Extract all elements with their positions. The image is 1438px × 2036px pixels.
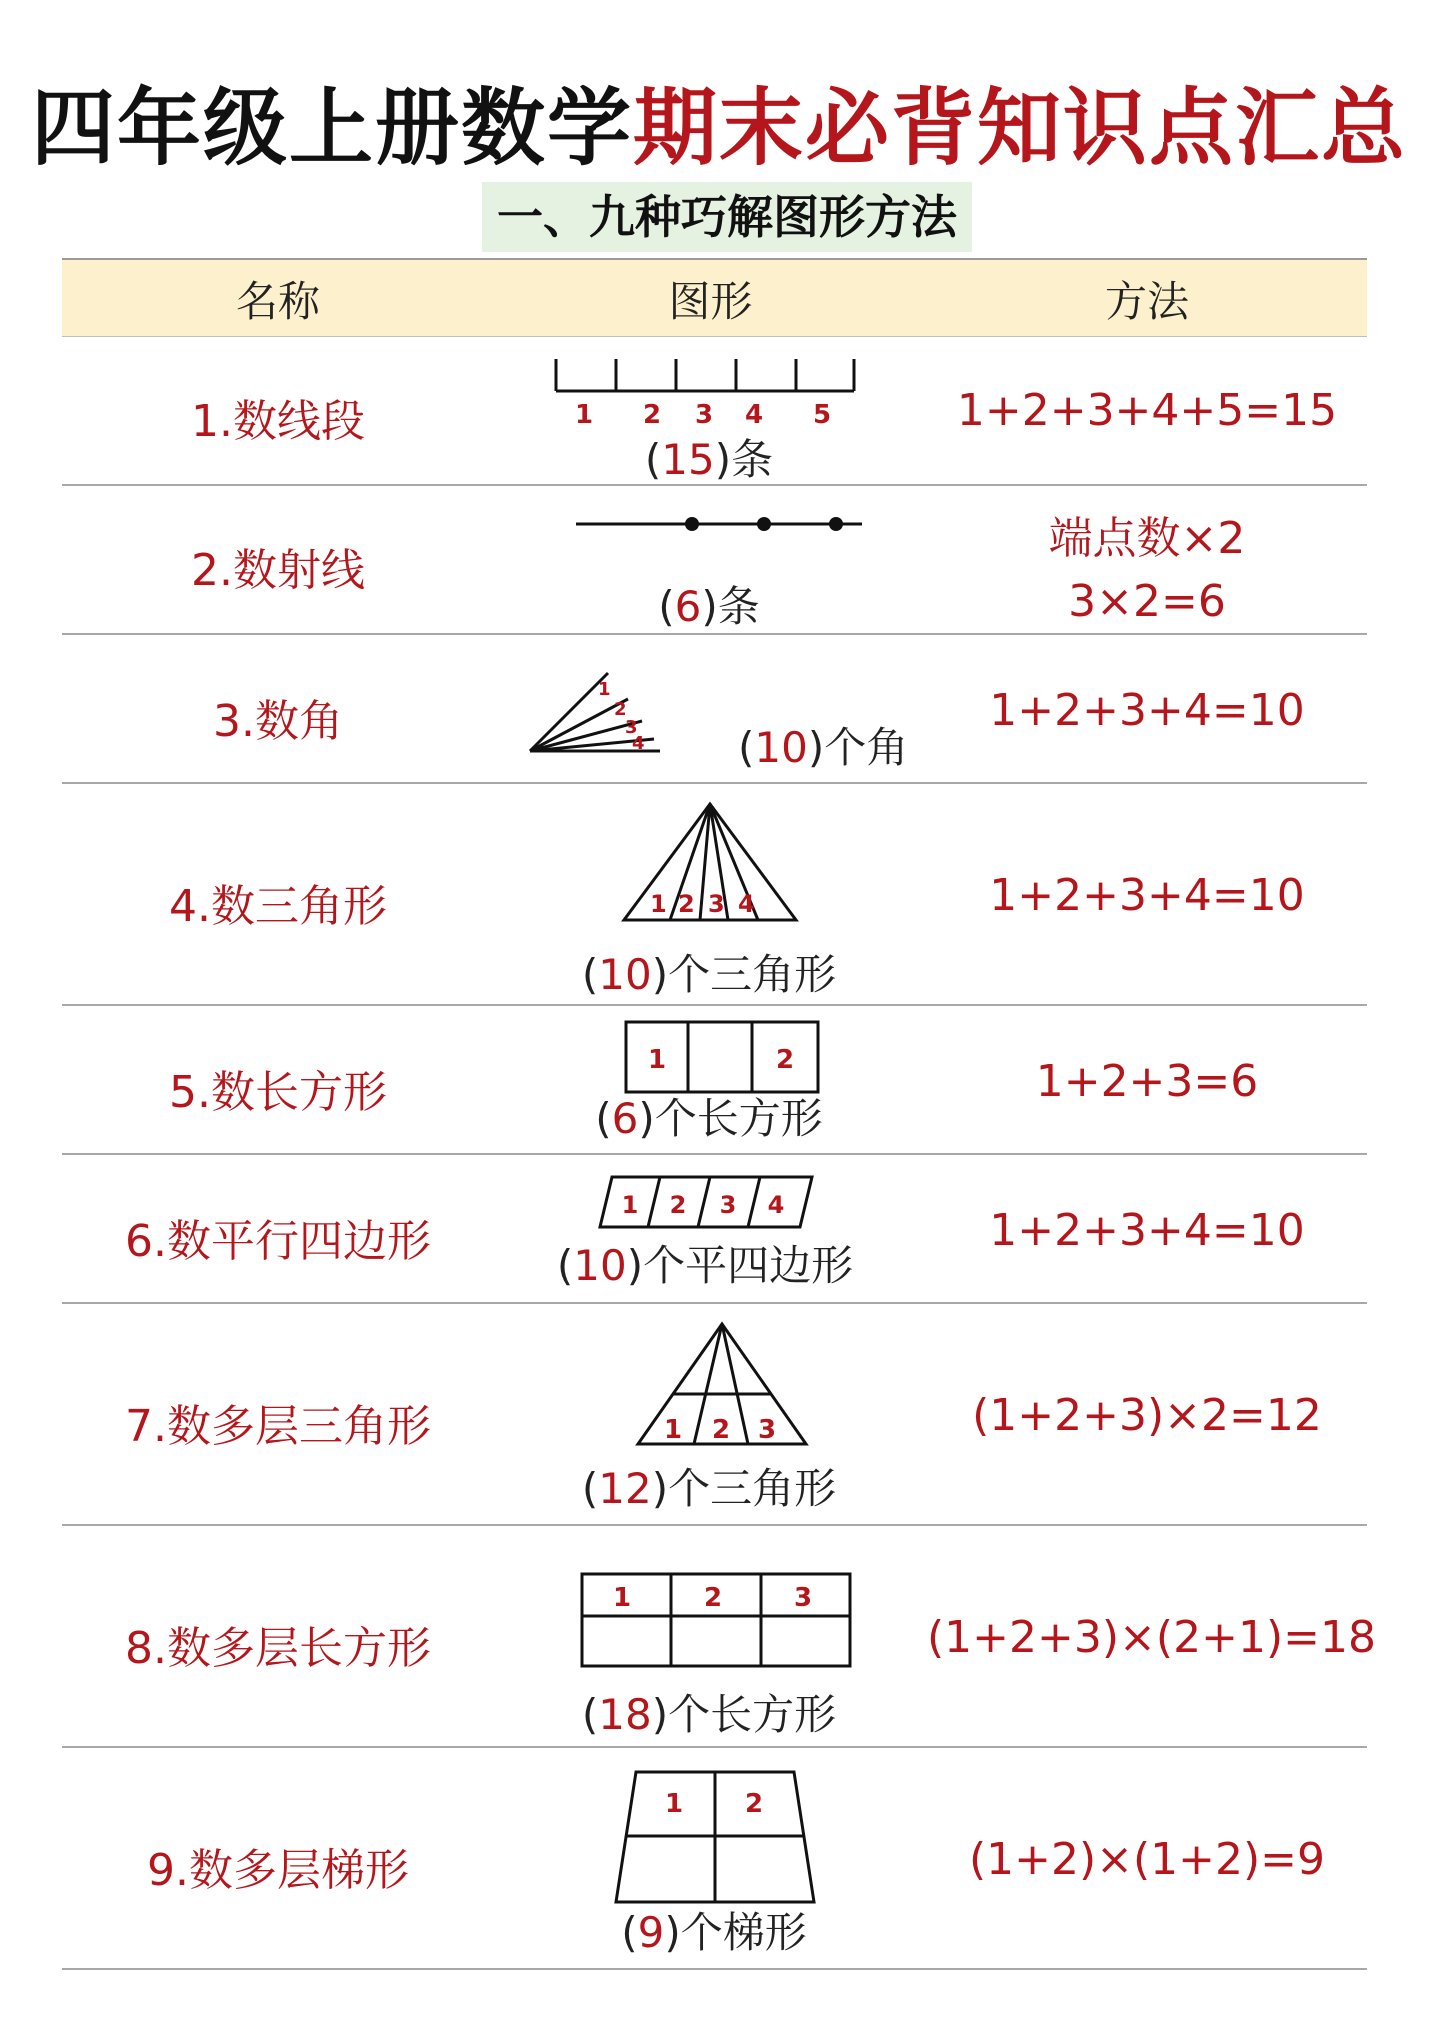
figure-caption: (9)个梯形 bbox=[621, 1908, 807, 1957]
row-method: 1+2+3+4=10 bbox=[989, 1205, 1305, 1256]
caption-unit: 个三角形 bbox=[668, 950, 837, 999]
segment-label-2: 2 bbox=[642, 400, 662, 430]
figure-caption: (10)个平四边形 bbox=[556, 1241, 854, 1290]
multi-layer-triangle-figure bbox=[634, 1320, 810, 1448]
caption-unit: 条 bbox=[731, 435, 774, 484]
row-method: 1+2+3=6 bbox=[1035, 1056, 1259, 1107]
parallelogram-figure bbox=[598, 1173, 818, 1233]
trapezoid-label-2: 2 bbox=[744, 1789, 764, 1819]
triangle-label-2: 2 bbox=[678, 890, 695, 918]
figure-caption: (6)条 bbox=[658, 582, 760, 631]
row-method: 1+2+3+4=10 bbox=[989, 870, 1305, 921]
table-row bbox=[62, 1006, 1367, 1155]
caption-unit: 条 bbox=[717, 582, 760, 631]
rectangle-label-1: 1 bbox=[647, 1045, 667, 1075]
caption-unit: 个三角形 bbox=[668, 1464, 837, 1513]
segment-label-3: 3 bbox=[694, 400, 714, 430]
row-name: 6.数平行四边形 bbox=[125, 1216, 431, 1267]
caption-count: 15 bbox=[661, 435, 715, 484]
caption-count: 9 bbox=[637, 1908, 665, 1957]
title-black: 四年级上册数学 bbox=[30, 79, 633, 177]
row-method: (1+2+3)×2=12 bbox=[972, 1390, 1322, 1441]
caption-unit: 个平四边形 bbox=[643, 1241, 854, 1290]
table-row bbox=[62, 337, 1367, 486]
table-row bbox=[62, 784, 1367, 1006]
triangle-figure bbox=[620, 800, 800, 924]
figure-caption: (15)条 bbox=[644, 435, 774, 484]
caption-count: 10 bbox=[598, 950, 652, 999]
header-name: 名称 bbox=[235, 277, 320, 326]
caption-count: 12 bbox=[598, 1464, 652, 1513]
parallelogram-label-4: 4 bbox=[767, 1191, 785, 1219]
row-method: (1+2)×(1+2)=9 bbox=[968, 1834, 1326, 1885]
angle-figure bbox=[524, 655, 684, 765]
layer-triangle-label-2: 2 bbox=[712, 1415, 731, 1445]
caption-count: 10 bbox=[573, 1241, 627, 1290]
title-red: 期末必背知识点汇总 bbox=[633, 79, 1408, 177]
rectangle-figure bbox=[624, 1020, 824, 1096]
row-name: 5.数长方形 bbox=[169, 1067, 387, 1118]
row-method: 1+2+3+4+5=15 bbox=[956, 385, 1338, 436]
grid-label-2: 2 bbox=[703, 1583, 723, 1613]
segment-label-4: 4 bbox=[744, 400, 764, 430]
line-segment-figure bbox=[554, 355, 864, 435]
figure-caption: (10)个三角形 bbox=[581, 950, 837, 999]
layer-triangle-label-1: 1 bbox=[664, 1415, 683, 1445]
rectangle-label-2: 2 bbox=[775, 1045, 795, 1075]
row-name: 2.数射线 bbox=[191, 545, 365, 596]
triangle-label-4: 4 bbox=[738, 890, 755, 918]
row-name: 9.数多层梯形 bbox=[147, 1845, 409, 1896]
methods-table bbox=[62, 258, 1376, 1970]
figure-caption: (18)个长方形 bbox=[581, 1690, 837, 1739]
parallelogram-label-2: 2 bbox=[669, 1191, 687, 1219]
row-name: 3.数角 bbox=[213, 696, 343, 747]
angle-label-1: 1 bbox=[598, 679, 611, 700]
caption-count: 6 bbox=[611, 1094, 639, 1143]
caption-unit: 个角 bbox=[824, 723, 909, 772]
caption-count: 18 bbox=[598, 1690, 652, 1739]
grid-label-1: 1 bbox=[612, 1583, 632, 1613]
table-row bbox=[62, 1155, 1367, 1304]
segment-label-1: 1 bbox=[574, 400, 594, 430]
table-header bbox=[62, 258, 1367, 337]
grid-label-3: 3 bbox=[793, 1583, 813, 1613]
row-method-formula: 端点数×2 bbox=[1048, 513, 1246, 564]
caption-count: 6 bbox=[674, 582, 702, 631]
row-method-calculation: 3×2=6 bbox=[1068, 576, 1226, 627]
caption-count: 10 bbox=[754, 723, 808, 772]
row-name: 4.数三角形 bbox=[169, 881, 387, 932]
header-figure: 图形 bbox=[668, 277, 753, 326]
figure-caption: (12)个三角形 bbox=[581, 1464, 837, 1513]
trapezoid-label-1: 1 bbox=[664, 1789, 684, 1819]
table-row bbox=[62, 1748, 1367, 1970]
caption-unit: 个梯形 bbox=[680, 1908, 807, 1957]
ray-figure bbox=[574, 504, 864, 544]
figure-caption: (10)个角 bbox=[738, 723, 909, 772]
layer-triangle-label-3: 3 bbox=[758, 1415, 777, 1445]
segment-label-5: 5 bbox=[812, 400, 832, 430]
parallelogram-label-1: 1 bbox=[621, 1191, 639, 1219]
row-name: 7.数多层三角形 bbox=[125, 1401, 431, 1452]
parallelogram-label-3: 3 bbox=[719, 1191, 737, 1219]
figure-caption: (6)个长方形 bbox=[595, 1094, 823, 1143]
table-row bbox=[62, 486, 1367, 635]
caption-unit: 个长方形 bbox=[654, 1094, 823, 1143]
section-subtitle: 一、九种巧解图形方法 bbox=[482, 182, 972, 252]
row-method: (1+2+3)×(2+1)=18 bbox=[927, 1612, 1376, 1663]
triangle-label-3: 3 bbox=[708, 890, 725, 918]
table-row bbox=[62, 635, 1367, 784]
page-title bbox=[0, 78, 1438, 178]
table-row bbox=[62, 1304, 1367, 1526]
triangle-label-1: 1 bbox=[650, 890, 667, 918]
multi-layer-trapezoid-figure bbox=[612, 1768, 818, 1906]
angle-label-4: 4 bbox=[632, 733, 645, 754]
multi-layer-rectangle-figure bbox=[580, 1572, 854, 1672]
angle-label-2: 2 bbox=[614, 699, 627, 720]
row-name: 8.数多层长方形 bbox=[125, 1623, 431, 1674]
header-method: 方法 bbox=[1104, 277, 1189, 326]
table-row bbox=[62, 1526, 1376, 1748]
row-name: 1.数线段 bbox=[191, 396, 365, 447]
caption-unit: 个长方形 bbox=[668, 1690, 837, 1739]
angle-label-3: 3 bbox=[625, 717, 638, 738]
row-method: 1+2+3+4=10 bbox=[989, 685, 1305, 736]
